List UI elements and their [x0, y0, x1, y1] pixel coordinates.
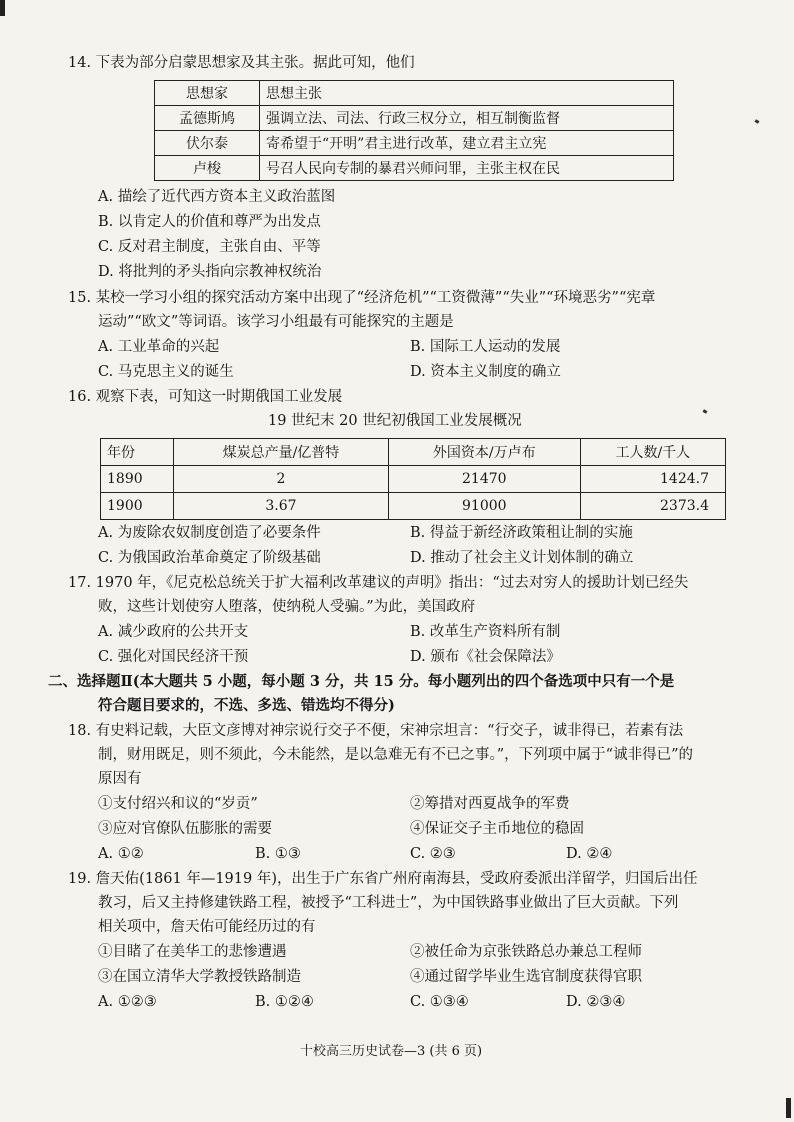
option-b[interactable]: B. 国际工人运动的发展 — [410, 339, 561, 355]
table-cell: 强调立法、司法、行政三权分立，相互制衡监督 — [260, 106, 674, 131]
table-header-cell: 年份 — [101, 439, 174, 466]
table-cell: 3.67 — [174, 493, 389, 520]
q15-stem: 15. 某校一学习小组的探究活动方案中出现了“经济危机”“工资微薄”“失业”“环境恶劣”“宪章 — [68, 290, 656, 306]
page-footer: 十校高三历史试卷—3 (共 6 页) — [300, 1044, 483, 1059]
q19-stem: 19. 詹天佑(1861 年—1919 年)，出生于广东省广州府南海县，受政府委派出洋留学，归国后出任 — [68, 871, 698, 887]
q19-stem-cont: 相关项中，詹天佑可能经历过的有 — [98, 919, 316, 935]
q18-item-3: ③应对官僚队伍膨胀的需要 — [98, 821, 272, 837]
q16-table-caption: 19 世纪末 20 世纪初俄国工业发展概况 — [268, 413, 522, 429]
option-b[interactable]: B. 得益于新经济政策租让制的实施 — [410, 525, 633, 541]
table-cell: 号召人民向专制的暴君兴师问罪，主张主权在民 — [260, 156, 674, 181]
option-c[interactable]: C. 马克思主义的诞生 — [98, 364, 234, 380]
table-cell: 21470 — [388, 466, 580, 493]
table-header-cell: 思想主张 — [260, 81, 674, 106]
table-cell: 伏尔泰 — [155, 131, 260, 156]
table-header-cell: 工人数/千人 — [580, 439, 725, 466]
q18-item-4: ④保证交子主币地位的稳固 — [410, 821, 584, 837]
q19-item-1: ①目睹了在美华工的悲惨遭遇 — [98, 944, 287, 960]
table-header-cell: 外国资本/万卢布 — [388, 439, 580, 466]
q17-stem-cont: 败，这些计划使穷人堕落，使纳税人受骗。”为此，美国政府 — [98, 599, 476, 615]
q18-stem-cont: 原因有 — [98, 771, 142, 787]
table-header-row — [155, 81, 674, 106]
q16-stem: 16. 观察下表，可知这一时期俄国工业发展 — [68, 389, 343, 405]
table-cell: 孟德斯鸠 — [155, 106, 260, 131]
option-d[interactable]: D. 将批判的矛头指向宗教神权统治 — [98, 264, 322, 280]
table-cell: 91000 — [388, 493, 580, 520]
q18-stem-cont: 制，财用既足，则不须此，今未能然，是以急难无有不已之事。”，下列项中属于“诚非得已”的 — [98, 747, 693, 763]
table-row — [155, 156, 674, 181]
option-d[interactable]: D. 资本主义制度的确立 — [410, 364, 561, 380]
option-c[interactable]: C. 强化对国民经济干预 — [98, 649, 249, 665]
option-d[interactable]: D. 推动了社会主义计划体制的确立 — [410, 550, 634, 566]
table-row — [155, 106, 674, 131]
q18-item-2: ②筹措对西夏战争的军费 — [410, 796, 570, 812]
q19-item-4: ④通过留学毕业生选官制度获得官职 — [410, 969, 642, 985]
q16-table — [100, 438, 726, 520]
q15-stem-cont: 运动”“欧文”等词语。该学习小组最有可能探究的主题是 — [98, 314, 454, 330]
section-heading-cont: 符合题目要求的，不选、多选、错选均不得分) — [98, 697, 395, 714]
table-cell: 1890 — [101, 466, 174, 493]
option-c[interactable]: C. 为俄国政治革命奠定了阶级基础 — [98, 550, 321, 566]
q18-item-1: ①支付绍兴和议的“岁贡” — [98, 796, 258, 812]
table-row — [101, 466, 726, 493]
option-a[interactable]: A. ①②③ — [98, 994, 157, 1010]
option-d[interactable]: D. ②④ — [566, 846, 613, 862]
option-c[interactable]: C. 反对君主制度，主张自由、平等 — [98, 239, 321, 255]
q17-stem: 17. 1970 年，《尼克松总统关于扩大福利改革建议的声明》指出：“过去对穷人的援助计划已经失 — [68, 575, 689, 591]
option-a[interactable]: A. 减少政府的公共开支 — [98, 624, 249, 640]
table-cell: 1424.7 — [580, 466, 725, 493]
option-d[interactable]: D. 颁布《社会保障法》 — [410, 649, 561, 665]
option-c[interactable]: C. ①③④ — [410, 994, 469, 1010]
table-cell: 卢梭 — [155, 156, 260, 181]
option-b[interactable]: B. 以肯定人的价值和尊严为出发点 — [98, 214, 321, 230]
table-header-cell: 思想家 — [155, 81, 260, 106]
option-a[interactable]: A. 描绘了近代西方资本主义政治蓝图 — [98, 189, 336, 205]
table-row — [155, 131, 674, 156]
option-b[interactable]: B. ①②④ — [255, 994, 314, 1010]
q14-stem: 14. 下表为部分启蒙思想家及其主张。据此可知，他们 — [68, 55, 415, 71]
table-cell: 2 — [174, 466, 389, 493]
table-header-cell: 煤炭总产量/亿普特 — [174, 439, 389, 466]
table-header-row — [101, 439, 726, 466]
option-c[interactable]: C. ②③ — [410, 846, 456, 862]
table-row — [101, 493, 726, 520]
option-a[interactable]: A. 为废除农奴制度创造了必要条件 — [98, 525, 321, 541]
option-b[interactable]: B. ①③ — [255, 846, 301, 862]
table-cell: 寄希望于“开明”君主进行改革，建立君主立宪 — [260, 131, 674, 156]
table-cell: 2373.4 — [580, 493, 725, 520]
option-a[interactable]: A. 工业革命的兴起 — [98, 339, 220, 355]
q19-stem-cont: 教习，后又主持修建铁路工程，被授予“工科进士”，为中国铁路事业做出了巨大贡献。下列 — [98, 895, 679, 911]
option-b[interactable]: B. 改革生产资料所有制 — [410, 624, 561, 640]
section-heading: 二、选择题Ⅱ(本大题共 5 小题，每小题 3 分，共 15 分。每小题列出的四个备选项中只有一个是 — [48, 673, 675, 690]
option-d[interactable]: D. ②③④ — [566, 994, 626, 1010]
q14-table — [154, 80, 674, 181]
scan-edge-mark — [786, 1098, 791, 1118]
scan-speck — [703, 409, 708, 414]
option-a[interactable]: A. ①② — [98, 846, 144, 862]
scan-speck — [755, 119, 760, 124]
q19-item-2: ②被任命为京张铁路总办兼总工程师 — [410, 944, 642, 960]
q18-stem: 18. 有史料记载，大臣文彦博对神宗说行交子不便，宋神宗坦言：“行交子，诚非得已，若素有法 — [68, 723, 684, 739]
table-cell: 1900 — [101, 493, 174, 520]
q19-item-3: ③在国立清华大学教授铁路制造 — [98, 969, 301, 985]
scan-edge-mark — [0, 0, 5, 16]
